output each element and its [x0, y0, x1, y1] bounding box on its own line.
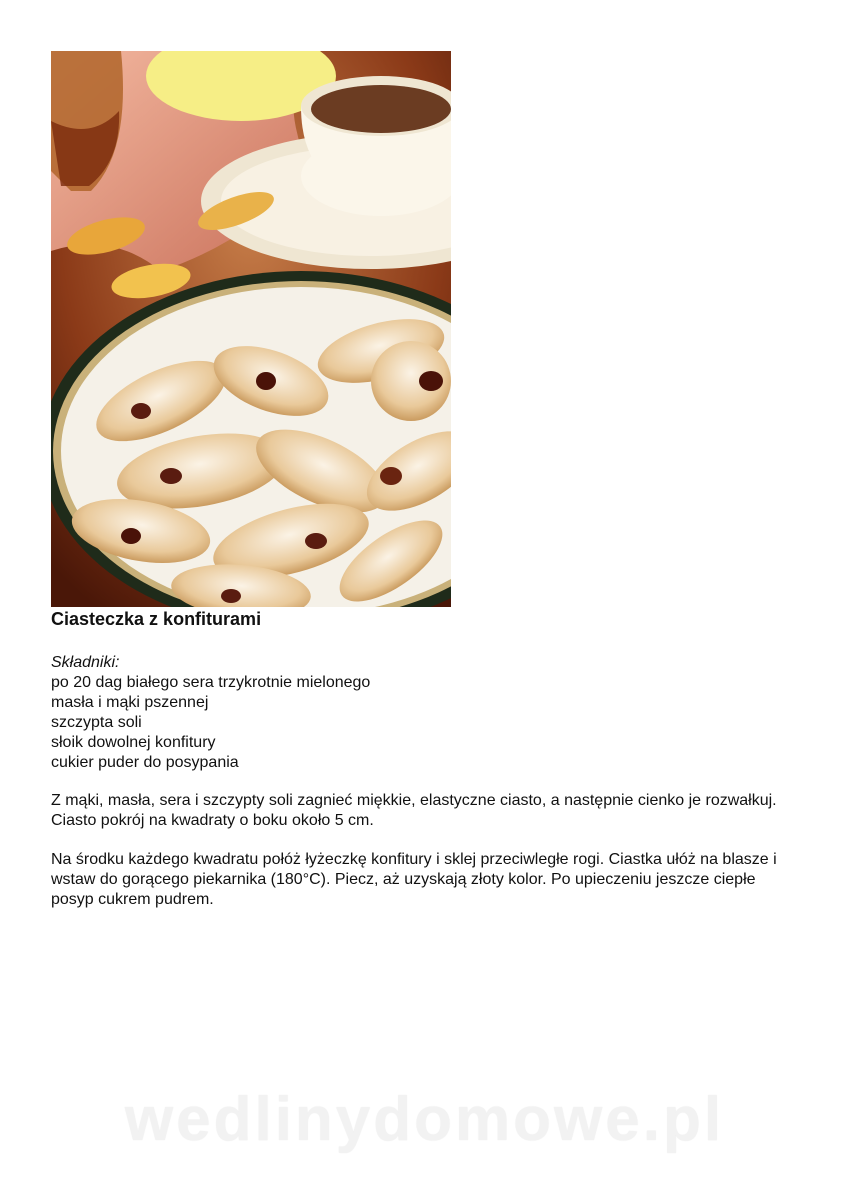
recipe-photo — [51, 51, 451, 607]
recipe-title: Ciasteczka z konfiturami — [51, 609, 262, 629]
ingredient-item: masła i mąki pszennej — [51, 694, 209, 711]
ingredient-item: po 20 dag białego sera trzykrotnie mielonego — [51, 674, 371, 691]
watermark: wedlinydomowe.pl — [124, 1085, 725, 1154]
ingredients-label: Składniki: — [51, 654, 120, 671]
pastries-on-plate-image — [51, 51, 451, 607]
ingredients-section — [51, 653, 370, 773]
ingredient-item: słoik dowolnej konfitury — [51, 734, 216, 751]
preparation-step: Na środku każdego kwadratu połóż łyżeczkę konfitury i sklej przeciwległe rogi. Ciastka ułóż na blasze i wstaw do gorącego piekarnika (180°C). Piecz, aż uzyskają złoty kolor. Po upieczeniu jeszcze ciepłe posyp cukrem pudrem. — [51, 851, 777, 908]
ingredient-item: cukier puder do posypania — [51, 754, 239, 771]
ingredient-item: szczypta soli — [51, 714, 142, 731]
preparation-step: Z mąki, masła, sera i szczypty soli zagnieć miękkie, elastyczne ciasto, a następnie cienko je rozwałkuj. Ciasto pokrój na kwadraty o boku około 5 cm. — [51, 792, 777, 829]
ingredients-list — [51, 673, 370, 773]
